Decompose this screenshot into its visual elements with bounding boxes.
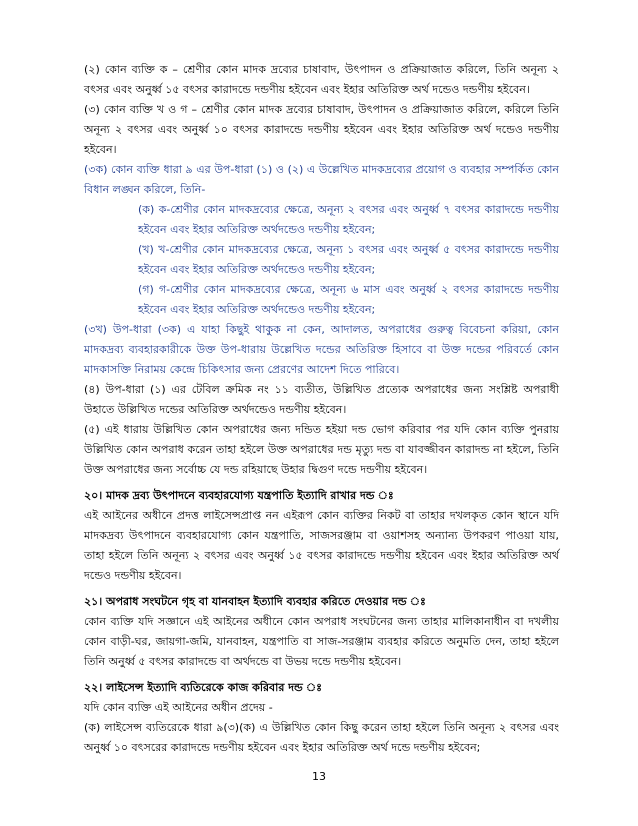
clause-19-5: (৫) এই ধারায় উল্লিখিত কোন অপরাধের জন্য দন্ডিত হইয়া দন্ড ভোগ করিবার পর যদি কোন ব্যক্তি পুনরায় উল্লিখিত কোন অপরাধ করেন তাহা হইলে উক্ত অপরাধের দন্ড মৃত্যু দন্ড বা যাবজ্জীবন কারাদন্ড না হইলে, তিনি উক্ত অপরাধের জন্য সর্বোচ্চ যে দন্ড রহিয়াছে উহার দ্বিগুণ দন্ডে দন্ডণীয় হইবেন। <box>84 423 559 476</box>
clause-19-3ka-c: (গ) গ-শ্রেণীর কোন মাদকদ্রব্যের ক্ষেত্রে, অনূন্য ৬ মাস এবং অনুর্ধ্ব ২ বৎসর কারাদন্ডে দন্ডণীয় হইবেন এবং ইহার অতিরিক্ত অর্থদন্ডেও দন্ডণীয় হইবেন; <box>138 283 559 316</box>
clause-19-2: (২) কোন ব্যক্তি ক – শ্রেণীর কোন মাদক দ্রব্যের চাষাবাদ, উৎপাদন ও প্রক্রিয়াজাত করিলে, তিনি অনূন্য ২ বৎসর এবং অনুর্ধ্ব ১৫ বৎসর কারাদন্ডে দন্ডণীয় হইবেন এবং ইহার অতিরিক্ত অর্থ দন্ডেও দন্ডণীয় হইবেন। <box>84 63 559 96</box>
section-21-body: কোন ব্যক্তি যদি সজ্ঞানে এই আইনের অধীনে কোন অপরাধ সংঘটনের জন্য তাহার মালিকানাধীন বা দখলীয় কোন বাড়ী-ঘর, জায়গা-জমি, যানবাহন, যন্ত্রপাতি বা সাজ-সরঞ্জাম ব্যবহার করিতে অনুমতি দেন, তাহা হইলে তিনি অনুর্ধ্ব ৫ বৎসর কারাদন্ডে বা অর্থদন্ডে বা উভয় দন্ডে দন্ডণীয় হইবেন। <box>84 615 559 668</box>
clause-19-3ka: (৩ক) কোন ব্যক্তি ধারা ৯ এর উপ-ধারা (১) ও (২) এ উল্লেখিত মাদকদ্রব্যের প্রয়োগ ও ব্যবহার সম্পর্কিত কোন বিধান লঙ্ঘন করিলে, তিনি- <box>84 163 559 196</box>
section-20-body: এই আইনের অধীনে প্রদত্ত লাইসেন্সপ্রাপ্ত নন এইরূপ কোন ব্যক্তির নিকট বা তাহার দখলকৃত কোন স্থানে যদি মাদকদ্রব্য উৎপাদনে ব্যবহারযোগ্য কোন যন্ত্রপাতি, সাজসরঞ্জাম বা ওয়াশসহ অন্যান্য উপকরণ পাওয়া যায়, তাহা হইলে তিনি অনূন্য ২ বৎসর এবং অনুর্ধ্ব ১৫ বৎসর কারাদন্ডে দন্ডণীয় হইবেন এবং ইহার অতিরিক্ত অর্থ দন্ডেও দন্ডণীয় হইবেন। <box>84 509 559 582</box>
section-22-a: (ক) লাইসেন্স ব্যতিরেকে ধারা ৯(৩)(ক) এ উল্লিখিত কোন কিছু করেন তাহা হইলে তিনি অনূন্য ২ বৎসর এবং অনুর্ধ্ব ১০ বৎসরের কারাদন্ডে দন্ডণীয় হইবেন এবং ইহার অতিরিক্ত অর্থ দন্ডে দন্ডণীয় হইবেন; <box>84 721 559 754</box>
section-21-heading: ২১। অপরাধ সংঘটনে গৃহ বা যানবাহন ইত্যাদি ব্যবহার করিতে দেওয়ার দন্ড ঃ <box>84 595 426 608</box>
clause-19-4: (৪) উপ-ধারা (১) এর টেবিল ক্রমিক নং ১১ ব্যতীত, উল্লিখিত প্রত্যেক অপরাধের জন্য সংশ্লিষ্ট অপরাধী উহাতে উল্লিখিত দন্ডের অতিরিক্ত অর্থদন্ডেও দন্ডণীয় হইবেন। <box>84 383 559 416</box>
section-20-heading: ২০। মাদক দ্রব্য উৎপাদনে ব্যবহারযোগ্য যন্ত্রপাতি ইত্যাদি রাখার দন্ড ঃ <box>84 489 394 502</box>
clause-19-3kha: (৩খ) উপ-ধারা (৩ক) এ যাহা কিছুই থাকুক না কেন, আদালত, অপরাধের গুরুত্ব বিবেচনা করিয়া, কোন মাদকদ্রব্য ব্যবহারকারীকে উক্ত উপ-ধারায় উল্লেখিত দন্ডের অতিরিক্ত হিসাবে বা উক্ত দন্ডের পরিবর্তে কোন মাদকাসক্তি নিরাময় কেন্দ্রে চিকিৎসার জন্য প্রেরণের আদেশ দিতে পারিবে। <box>84 323 559 376</box>
clause-19-3ka-b: (খ) খ-শ্রেণীর কোন মাদকদ্রব্যের ক্ষেত্রে, অনূন্য ১ বৎসর এবং অনুর্ধ্ব ৫ বৎসর কারাদন্ডে দন্ডণীয় হইবেন এবং ইহার অতিরিক্ত অর্থদন্ডেও দন্ডণীয় হইবেন; <box>138 243 559 276</box>
page-number: 13 <box>312 770 326 783</box>
section-22-intro: যদি কোন ব্যক্তি এই আইনের অধীন প্রদেয় - <box>84 701 273 714</box>
page-body <box>84 60 559 758</box>
section-22-heading: ২২। লাইসেন্স ইত্যাদি ব্যতিরেকে কাজ করিবার দন্ড ঃ <box>84 681 323 694</box>
clause-19-3ka-a: (ক) ক-শ্রেণীর কোন মাদকদ্রব্যের ক্ষেত্রে, অনূন্য ২ বৎসর এবং অনুর্ধ্ব ৭ বৎসর কারাদন্ডে দন্ডণীয় হইবেন এবং ইহার অতিরিক্ত অর্থদন্ডেও দন্ডণীয় হইবেন; <box>138 203 559 236</box>
clause-19-3: (৩) কোন ব্যক্তি খ ও গ – শ্রেণীর কোন মাদক দ্রব্যের চাষাবাদ, উৎপাদন ও প্রক্রিয়াজাত করিলে, করিলে তিনি অনূন্য ২ বৎসর এবং অনুর্ধ্ব ১০ বৎসর কারাদন্ডে দন্ডণীয় হইবেন এবং ইহার অতিরিক্ত অর্থ দন্ডেও দন্ডণীয় হইবেন। <box>84 103 559 156</box>
